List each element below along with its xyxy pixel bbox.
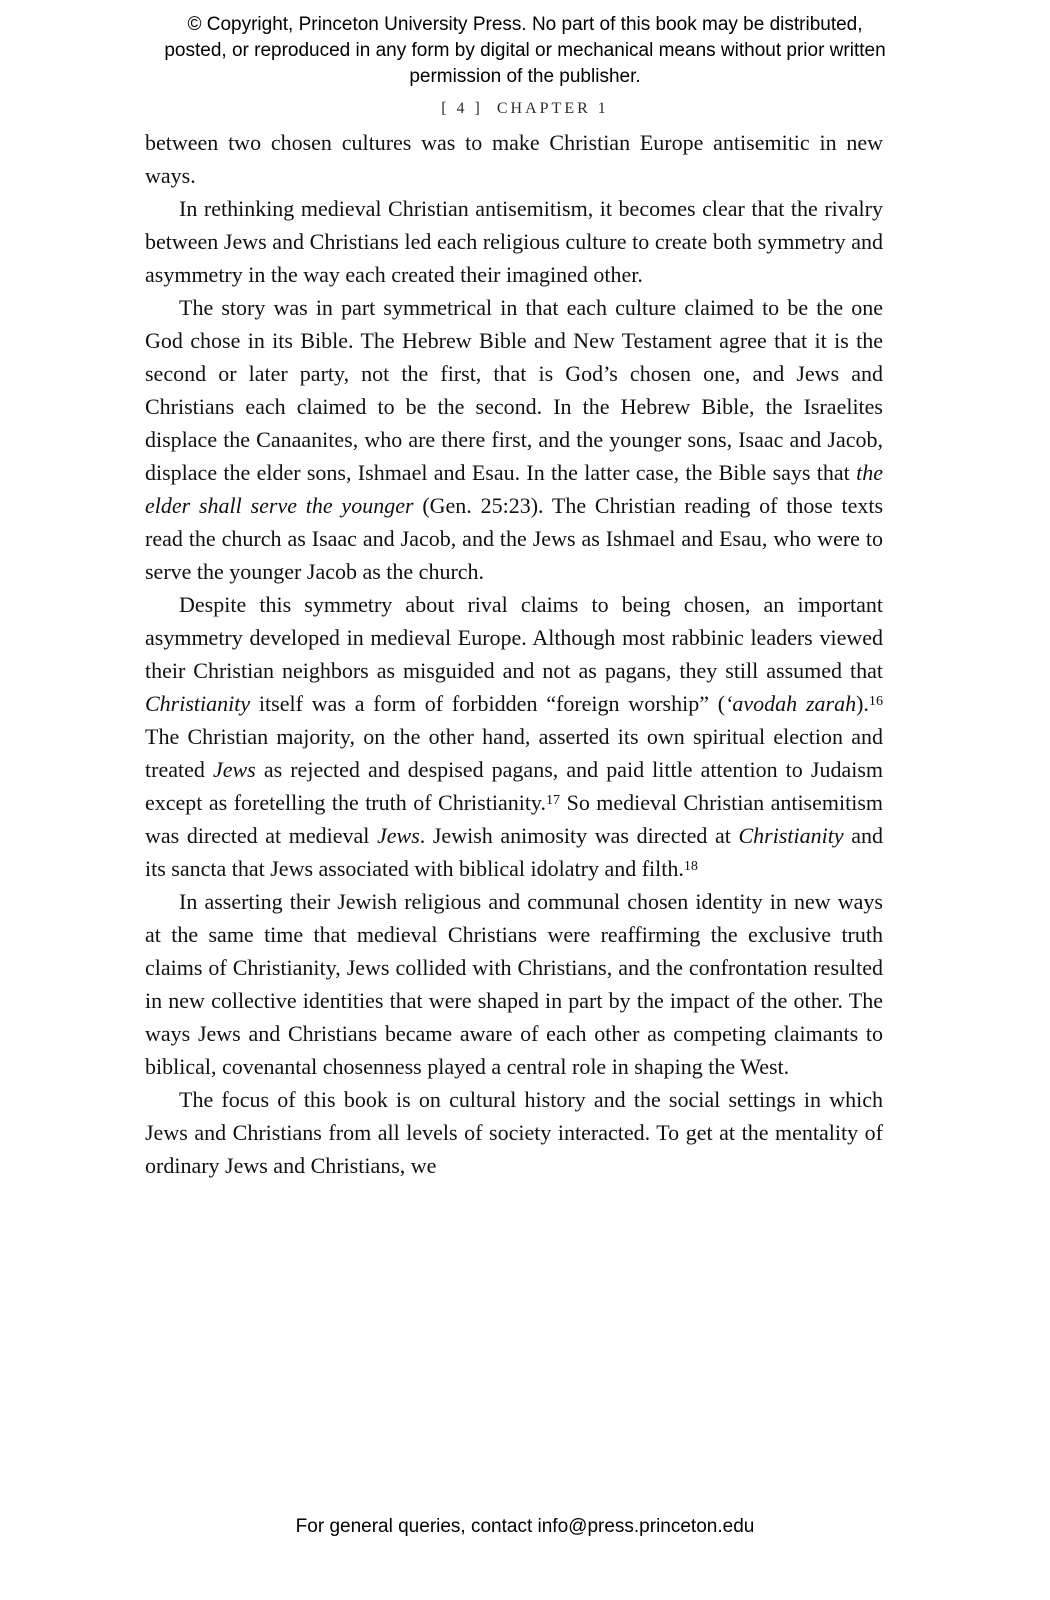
copyright-notice: © Copyright, Princeton University Press. No part of this book may be distributed, posted, or reproduced in any form by digital or mechanical means without prior written permission of the publisher.	[164, 14, 886, 87]
paragraph: In rethinking medieval Christian antisemitism, it becomes clear that the rivalry between Jews and Christians led each religious culture to create both symmetry and asymmetry in the way each created their imagined other.	[145, 196, 883, 287]
page-number: [ 4 ]	[441, 100, 483, 117]
footer-contact: For general queries, contact info@press.princeton.edu	[295, 1516, 755, 1537]
running-head	[0, 100, 1050, 118]
paragraph: The story was in part symmetrical in that each culture claimed to be the one God chose in its Bible. The Hebrew Bible and New Testament agree that it is the second or later party, not the first, that is God’s chosen one, and Jews and Christians each claimed to be the second. In the Hebrew Bible, the Israelites displace the Canaanites, who are there first, and the younger sons, Isaac and Jacob, displace the elder sons, Ishmael and Esau. In the latter case, the Bible says that the elder shall serve the younger (Gen. 25:23). The Christian reading of those texts read the church as Isaac and Jacob, and the Jews as Ishmael and Esau, who were to serve the younger Jacob as the church.	[145, 295, 884, 584]
body-text	[145, 126, 883, 1182]
paragraph: The focus of this book is on cultural history and the social settings in which Jews and Christians from all levels of society interacted. To get at the mentality of ordinary Jews and Christians, we	[145, 1087, 883, 1178]
chapter-label: CHAPTER 1	[496, 100, 609, 117]
paragraph: between two chosen cultures was to make Christian Europe antisemitic in new ways.	[145, 130, 883, 188]
paragraph: In asserting their Jewish religious and communal chosen identity in new ways at the same time that medieval Christians were reaffirming the exclusive truth claims of Christianity, Jews collided with Christians, and the confrontation resulted in new collective identities that were shaped in part by the impact of the other. The ways Jews and Christians became aware of each other as competing claimants to biblical, covenantal chosenness played a central role in shaping the West.	[145, 889, 883, 1079]
paragraph: Despite this symmetry about rival claims to being chosen, an important asymmetry developed in medieval Europe. Although most rabbinic leaders viewed their Christian neighbors as misguided and not as pagans, they still assumed that Christianity itself was a form of forbidden “foreign worship” (‘avodah zarah).$^{16}$ The Christian majority, on the other hand, asserted its own spiritual election and treated Jews as rejected and despised pagans, and paid little attention to Judaism except as foretelling the truth of Christianity.$^{17}$ So medieval Christian antisemitism was directed at medieval Jews. Jewish animosity was directed at Christianity and its sancta that Jews associated with biblical idolatry and filth.$^{18}$	[145, 592, 884, 881]
